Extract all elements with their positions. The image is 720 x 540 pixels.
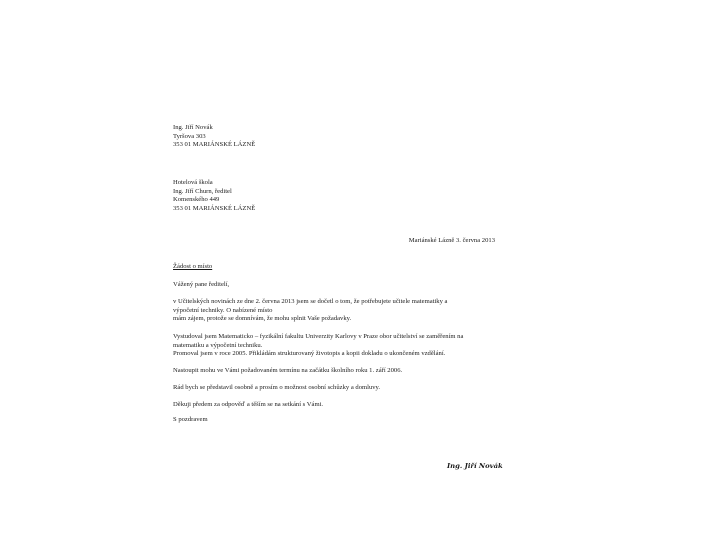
paragraph-line: výpočetní techniky. O nabízené místo xyxy=(173,306,273,314)
paragraph-line: Vystudoval jsem Matematicko – fyzikální fakultu Univerzity Karlovy v Praze obor učitelství se zaměřením na xyxy=(173,333,464,340)
paragraph-5 xyxy=(173,401,495,410)
paragraph-2 xyxy=(173,333,495,359)
paragraph-line: Rád bych se představil osobně a prosím o možnost osobní schůzky a domluvy. xyxy=(173,384,381,391)
subject-line xyxy=(173,263,495,272)
paragraph-line: Nastoupit mohu ve Vámi požadovaném termínu na začátku školního roku 1. září 2006. xyxy=(173,367,403,374)
paragraph-line: v Učitelských novinách ze dne 2. června 2013 jsem se dočetl o tom, že potřebujete učitele matematiky a xyxy=(173,298,448,305)
paragraph-4 xyxy=(173,384,495,393)
closing xyxy=(173,416,495,425)
sender-name: Ing. Jiří Novák xyxy=(173,124,213,131)
salutation xyxy=(173,281,495,290)
recipient-org: Hotelová škola xyxy=(173,179,213,186)
sender-street: Tyršova 303 xyxy=(173,132,206,140)
subject-text: Žádost o místo xyxy=(173,263,213,270)
signature: Ing. Jiří Novák xyxy=(447,462,503,470)
closing-text: S pozdravem xyxy=(173,416,208,423)
sender-address xyxy=(173,124,495,150)
date-text: Mariánské Lázně 3. června 2013 xyxy=(408,237,495,244)
recipient-street: Komenského 449 xyxy=(173,196,220,204)
recipient-city: 353 01 MARIÁNSKÉ LÁZNĚ xyxy=(173,204,256,212)
paragraph-1 xyxy=(173,298,495,324)
paragraph-line: Promoval jsem v roce 2005. Přikládám strukturovaný životopis a kopii dokladu o ukončeném vzdělání. xyxy=(173,350,446,358)
paragraph-3 xyxy=(173,367,495,376)
recipient-person: Ing. Jiří Churn, ředitel xyxy=(173,187,232,195)
recipient-address xyxy=(173,179,495,213)
paragraph-line: matematiku a výpočetní techniku. xyxy=(173,341,263,349)
sender-city: 353 01 MARIÁNSKÉ LÁZNĚ xyxy=(173,141,256,149)
salutation-text: Vážený pane ředitelí, xyxy=(173,281,230,288)
date-line xyxy=(173,237,495,246)
paragraph-line: Děkuji předem za odpověď a těším se na setkání s Vámi. xyxy=(173,401,324,408)
paragraph-line: mám zájem, protože se domnívám, že mohu splnit Vaše požadavky. xyxy=(173,315,352,323)
